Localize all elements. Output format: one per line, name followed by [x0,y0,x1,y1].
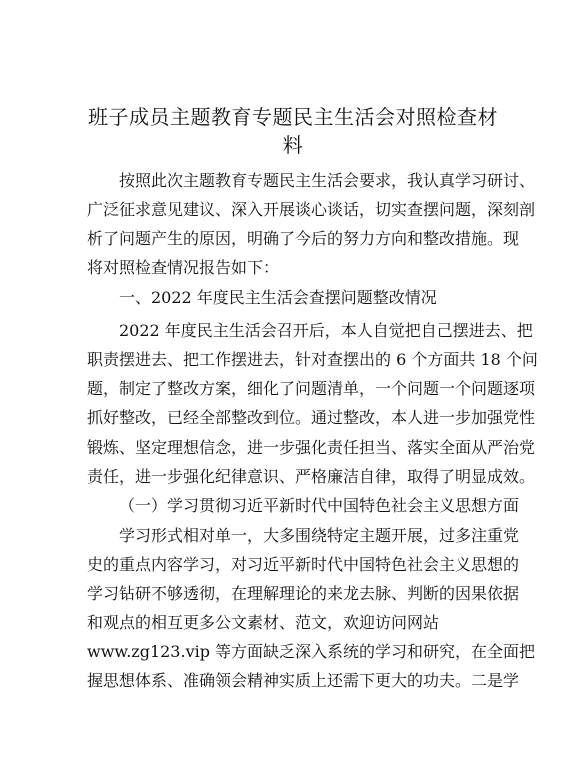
body-line-8: 抓好整改，已经全部整改到位。通过整改，本人进一步加强党性 [87,408,536,427]
body-line-9: 锻炼、坚定理想信念，进一步强化责任担当、落实全面从严治党 [87,438,536,457]
subsection-heading-1: （一）学习贯彻习近平新时代中国特色社会主义思想方面 [119,496,520,515]
body-line-14: 和观点的相互更多公文素材、范文，欢迎访问网站 [87,613,440,632]
body-line-3: 析了问题产生的原因，明确了今后的努力方向和整改措施。现 [87,229,520,248]
body-line-15: www.zg123.vip 等方面缺乏深入系统的学习和研究，在全面把 [87,642,536,661]
body-line-16: 握思想体系、准确领会精神实质上还需下更大的功夫。二是学 [87,671,520,690]
body-line-13: 学习钻研不够透彻，在理解理论的来龙去脉、判断的因果依据 [87,584,520,603]
body-line-10: 责任，进一步强化纪律意识、严格廉洁自律，取得了明显成效。 [87,467,536,486]
document-title-line-2: 料 [282,133,304,157]
body-line-1: 按照此次主题教育专题民主生活会要求，我认真学习研讨、 [119,171,536,190]
body-line-6: 职责摆进去、把工作摆进去，针对查摆出的 6 个方面共 18 个问 [87,350,538,369]
body-line-5: 2022 年度民主生活会召开后，本人自觉把自己摆进去、把 [119,321,533,340]
section-heading-1: 一、2022 年度民主生活会查摆问题整改情况 [119,288,437,307]
body-line-7: 题，制定了整改方案，细化了问题清单，一个问题一个问题逐项 [87,379,536,398]
body-line-4: 将对照检查情况报告如下： [87,258,280,277]
body-line-11: 学习形式相对单一，大多围绕特定主题开展，过多注重党 [119,526,520,545]
document-title-line-1: 班子成员主题教育专题民主生活会对照检查材 [88,105,498,129]
body-line-2: 广泛征求意见建议、深入开展谈心谈话，切实查摆问题，深刻剖 [87,200,536,219]
body-line-12: 史的重点内容学习，对习近平新时代中国特色社会主义思想的 [87,555,520,574]
